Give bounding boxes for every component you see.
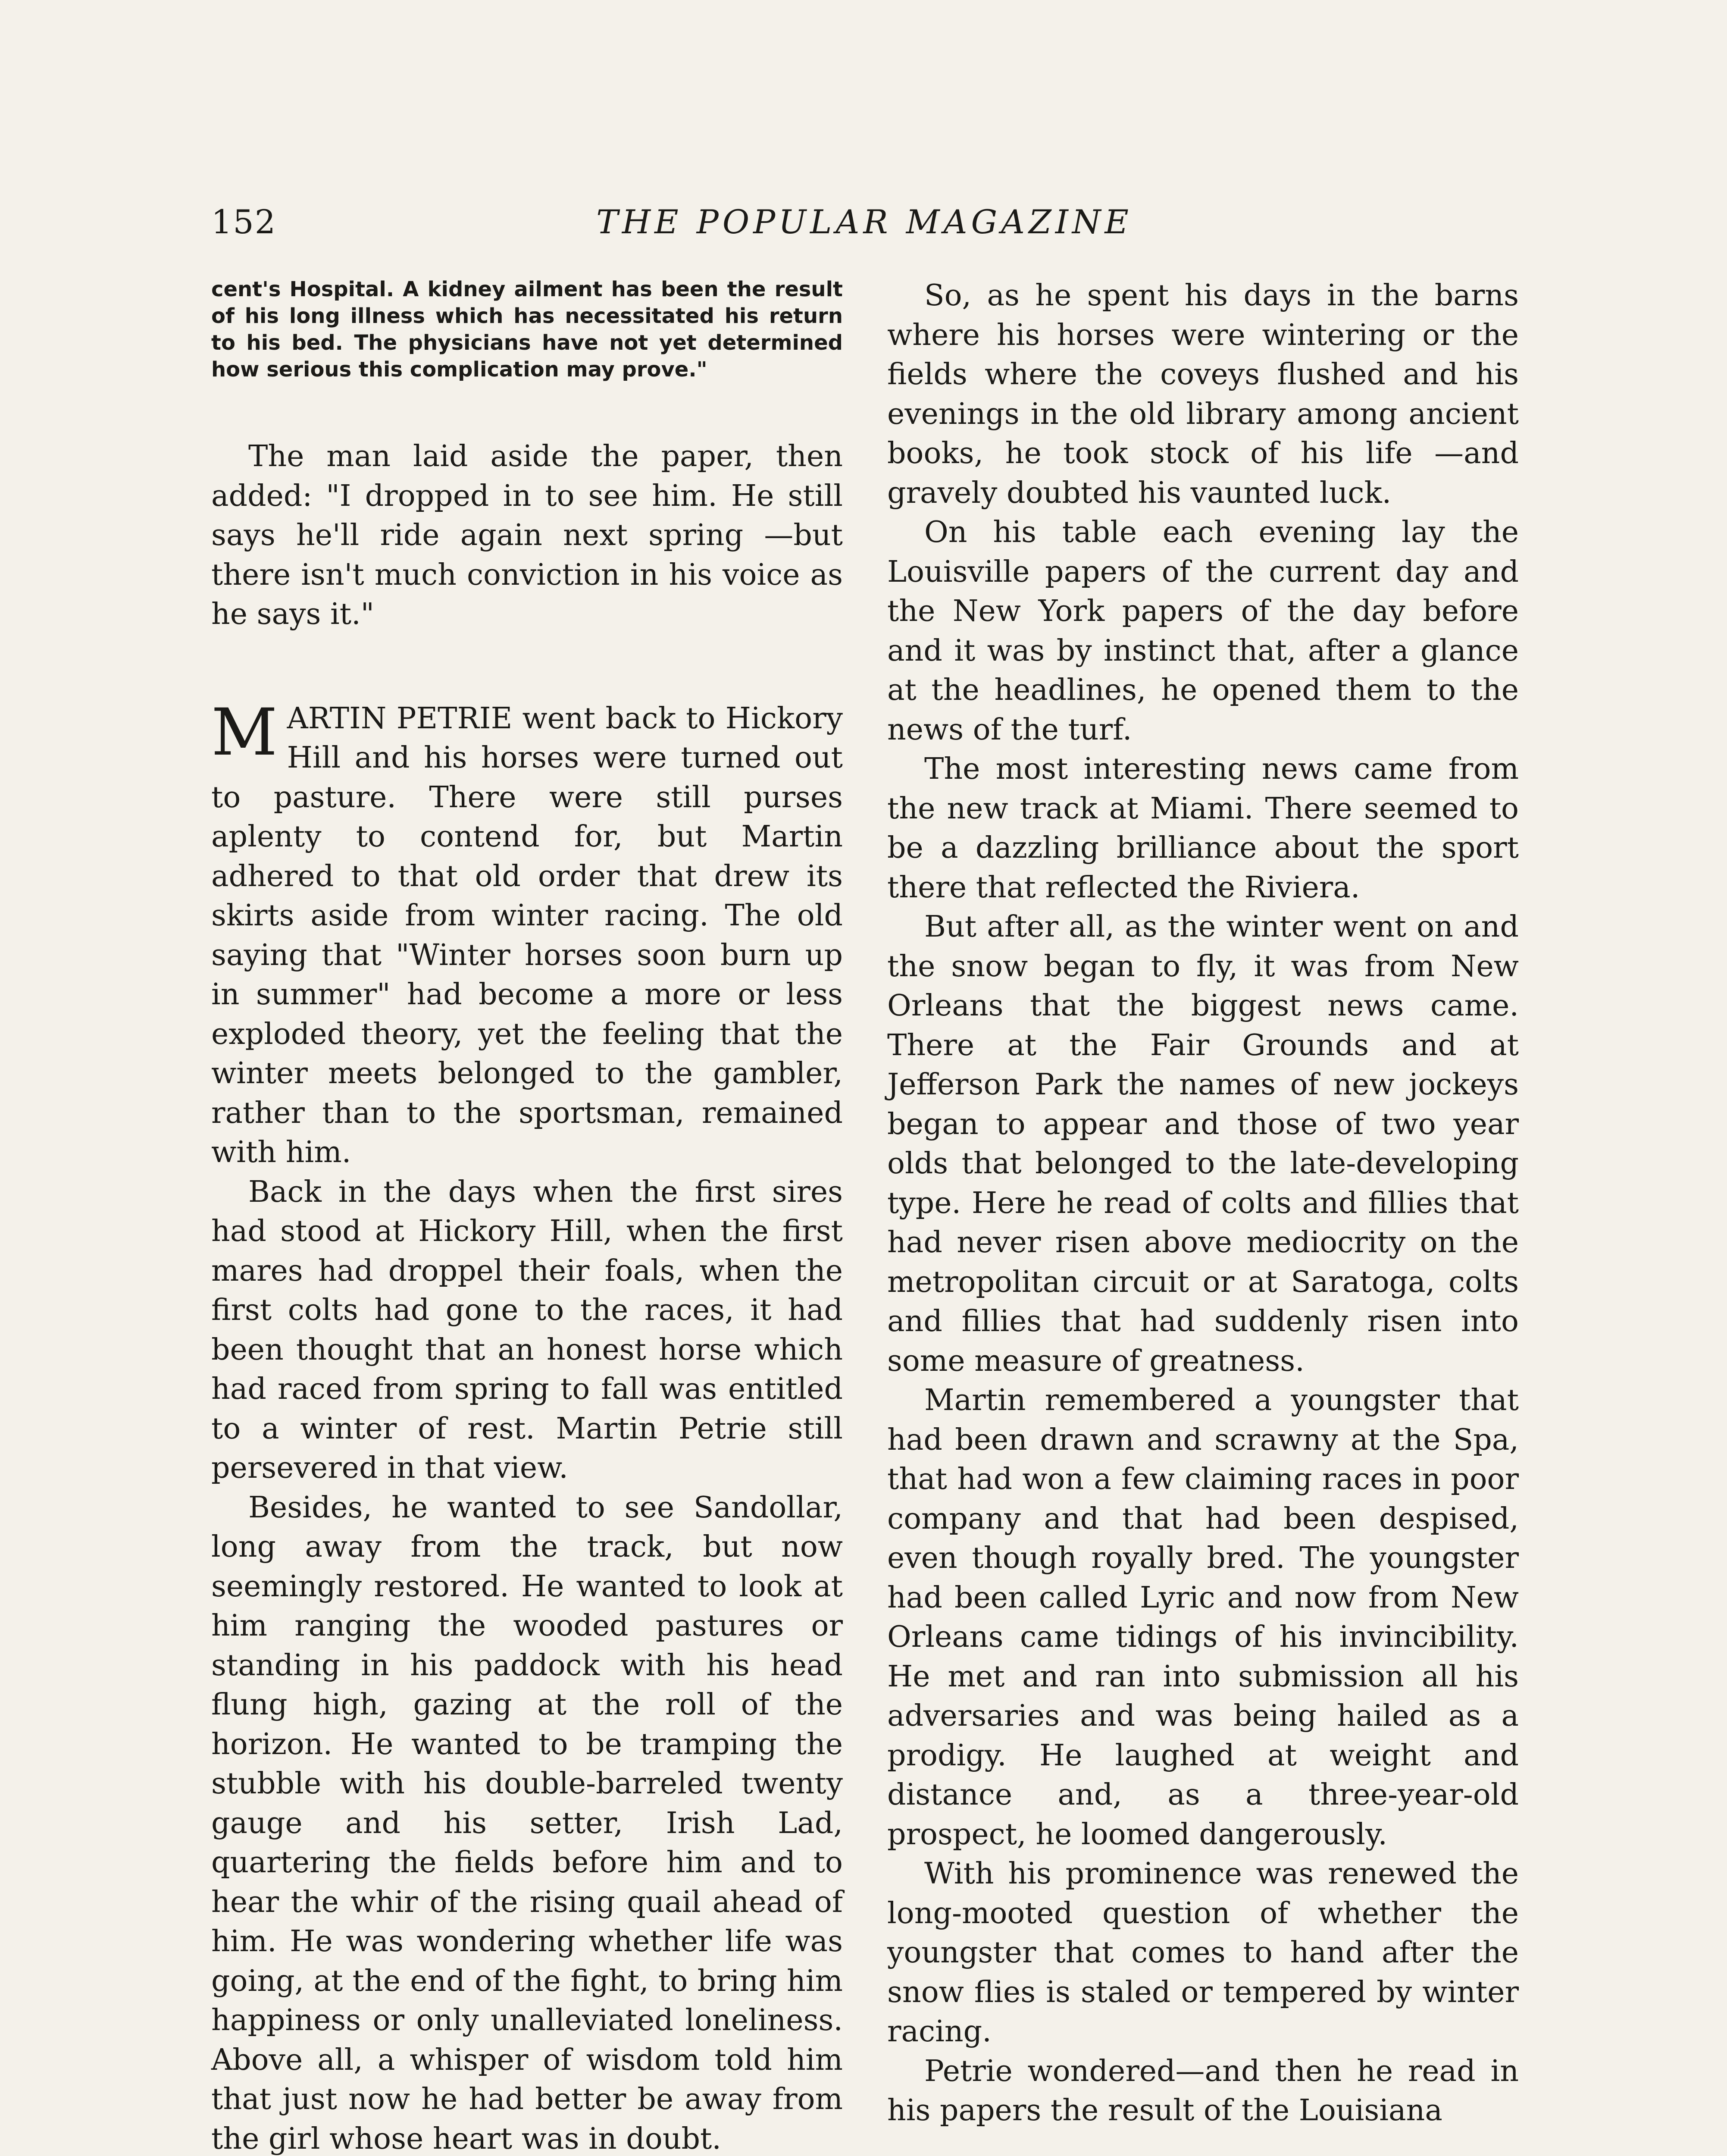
left-column <box>211 276 843 2156</box>
paragraph: Martin remembered a youngster that had been drawn and scrawny at the Spa, that had won a few claiming races in poor company and that had been despised, even though royally bred. The youngster had been called Lyric and now from New Orleans came tidings of his invincibility. He met and ran into submission all his adversaries and was being hailed as a prodigy. He laughed at weight and distance and, as a three-year-old prospect, he loomed dangerously. <box>887 1383 1519 1852</box>
page-header <box>211 196 1517 248</box>
newspaper-clipping: cent's Hospital. A kidney ailment has been the result of his long illness which has necessitated his return to his bed. The physicians have not yet determined how serious this complication may prove." <box>211 277 843 382</box>
paragraph: But after all, as the winter went on and the snow began to fly, it was from New Orleans that the biggest news came. There at the Fair Grounds and at Jefferson Park the names of new jockeys began to appear and those of two year olds that belonged to the late-developing type. Here he read of colts and fillies that had never risen above mediocrity on the metropolitan circuit or at Saratoga, colts and fillies that had suddenly risen into some measure of greatness. <box>887 910 1519 1378</box>
drop-cap: M <box>211 695 278 770</box>
paragraph: Back in the days when the first sires had stood at Hickory Hill, when the first mares had droppel their foals, when the first colts had gone to the races, it had been thought that an honest horse which had raced from spring to fall was entitled to a winter of rest. Martin Petrie still persevered in that view. <box>211 1175 843 1485</box>
paragraph: Petrie wondered—and then he read in his papers the result of the Louisiana <box>887 2054 1519 2128</box>
paragraph-text: ARTIN PETRIE went back to Hickory Hill and his horses were turned out to pasture. There were still purses aplenty to contend for, but Martin adhered to that old order that drew its skirts aside from winter racing. The old saying that "Winter horses soon burn up in summer" had become a more or less exploded theory, yet the feeling that the winter meets belonged to the gambler, rather than to the sportsman, remained with him. <box>211 701 843 1169</box>
page-number: 152 <box>211 203 277 241</box>
paragraph: With his prominence was renewed the long-mooted question of whether the youngster that comes to hand after the snow flies is staled or tempered by winter racing. <box>887 1857 1519 2049</box>
paragraph: Besides, he wanted to see Sandollar, long away from the track, but now seemingly restored. He wanted to look at him ranging the wooded pastures or standing in his paddock with his head flung high, gazing at the roll of the horizon. He wanted to be tramping the stubble with his double-barreled twenty gauge and his setter, Irish Lad, quartering the fields before him and to hear the whir of the rising quail ahead of him. He was wondering whether life was going, at the end of the fight, to bring him happiness or only unalleviated loneliness. Above all, a whisper of wisdom told him that just now he had better be away from the girl whose heart was in doubt. <box>211 1490 843 2156</box>
paragraph: So, as he spent his days in the barns where his horses were wintering or the fields where the coveys flushed and his evenings in the old library among ancient books, he took stock of his life —and gravely doubted his vaunted luck. <box>887 279 1519 510</box>
section-opening-paragraph <box>211 695 843 1172</box>
paragraph: The most interesting news came from the new track at Miami. There seemed to be a dazzling brilliance about the sport there that reflected the Riviera. <box>887 752 1519 905</box>
paragraph: On his table each evening lay the Louisville papers of the current day and the New York papers of the day before and it was by instinct that, after a glance at the headlines, he opened them to the news of the turf. <box>887 515 1519 747</box>
running-title: THE POPULAR MAGAZINE <box>596 203 1133 241</box>
right-column <box>887 276 1519 2131</box>
paragraph: The man laid aside the paper, then added: "I dropped in to see him. He still says he'll ride again next spring —but there isn't much conviction in his voice as he says it." <box>211 439 843 631</box>
